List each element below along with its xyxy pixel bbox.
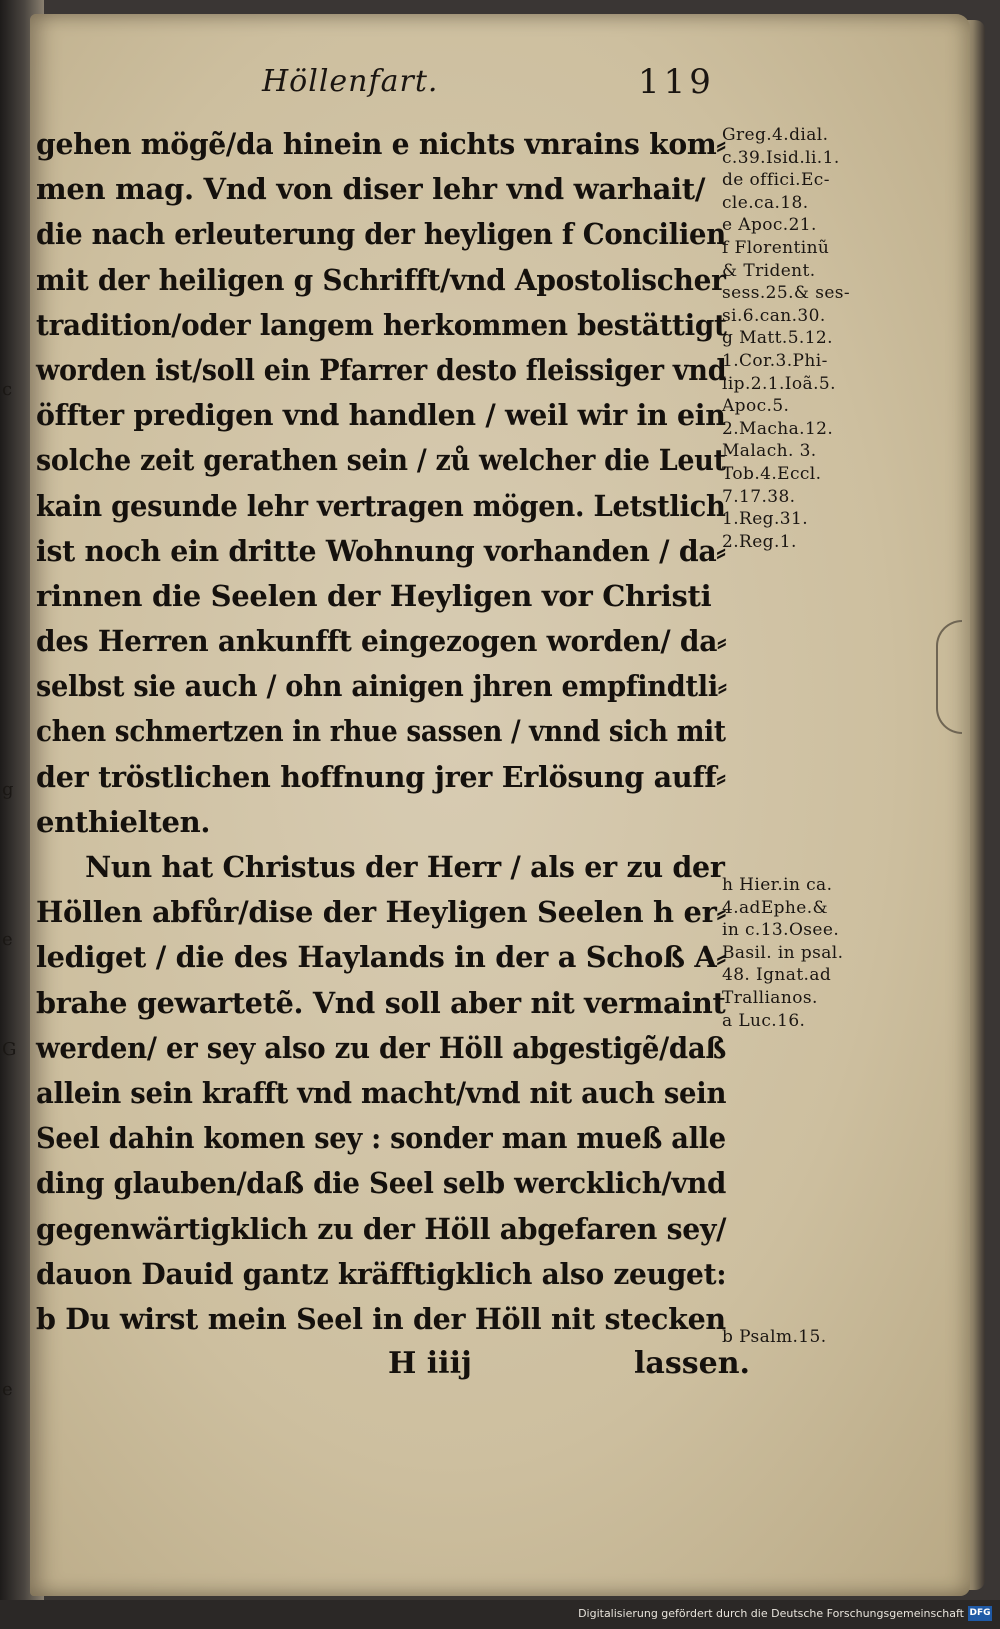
text-line: Seel dahin komen sey : sonder man mueß alle	[36, 1121, 726, 1156]
page-tab-marker	[936, 620, 962, 734]
text-line: Höllen abfůr/dise der Heyligen Seelen h er⸗	[36, 895, 726, 930]
margin-note: si.6.can.30.	[722, 305, 826, 326]
text-line: dauon Dauid gantz kräfftigklich also zeuget:	[36, 1256, 727, 1291]
text-line: kain gesunde lehr vertragen mögen. Letstlich	[36, 488, 726, 523]
margin-note: 2.Macha.12.	[722, 418, 834, 439]
text-line: lediget / die des Haylands in der a Schoß A⸗	[36, 940, 726, 975]
margin-notes-top	[722, 124, 882, 553]
text-line: gehen mögẽ/da hinein e nichts vnrains kom⸗	[36, 127, 726, 161]
margin-note: Trallianos.	[722, 987, 818, 1008]
text-line: allein sein krafft vnd macht/vnd nit auch sein	[36, 1075, 727, 1110]
margin-note: a Luc.16.	[722, 1010, 806, 1031]
page-number: 119	[638, 62, 715, 102]
text-line: mit der heiligen g Schrifft/vnd Apostolischer	[36, 262, 726, 297]
margin-note: 1.Reg.31.	[722, 509, 809, 530]
margin-note: 2.Reg.1.	[722, 531, 797, 552]
text-line: öffter predigen vnd handlen / weil wir in ein	[36, 398, 726, 433]
text-line: brahe gewartetẽ. Vnd soll aber nit vermaint	[36, 985, 726, 1020]
margin-note: Tob.4.Eccl.	[722, 463, 822, 484]
text-line: rinnen die Seelen der Heyligen vor Christi	[36, 578, 712, 613]
margin-note: h Hier.in ca.	[722, 875, 833, 895]
margin-note: Apoc.5.	[722, 396, 790, 417]
text-line: enthielten.	[36, 804, 211, 839]
text-line: gegenwärtigklich zu der Höll abgefaren sey/	[36, 1211, 727, 1246]
margin-note: in c.13.Osee.	[722, 920, 840, 941]
bleed-through-mark: e	[2, 929, 13, 950]
text-line: selbst sie auch / ohn ainigen jhren empfindtli⸗	[36, 669, 727, 704]
dfg-credit-text: Digitalisierung gefördert durch die Deutsche Forschungsgemeinschaft	[578, 1607, 964, 1620]
main-text-block	[36, 122, 726, 1342]
margin-note: cle.ca.18.	[722, 192, 809, 213]
margin-note: 1.Cor.3.Phi-	[722, 350, 828, 371]
margin-note: 7.17.38.	[722, 486, 796, 507]
margin-note: 48. Ignat.ad	[722, 965, 832, 986]
margin-note: Basil. in psal.	[722, 942, 844, 963]
text-line: chen schmertzen in rhue sassen / vnnd sich mit	[36, 714, 726, 749]
signature-line	[36, 1346, 750, 1391]
margin-notes-middle	[722, 874, 882, 1032]
catchword: lassen.	[634, 1346, 750, 1381]
margin-note: sess.25.& ses-	[722, 283, 851, 304]
margin-note: c.39.Isid.li.1.	[722, 147, 840, 168]
dfg-logo: DFG	[968, 1606, 992, 1621]
running-title: Höllenfart.	[262, 64, 439, 99]
text-line: solche zeit gerathen sein / zů welcher die Leut	[36, 443, 726, 478]
margin-note: lip.2.1.Ioã.5.	[722, 373, 836, 394]
bleed-through-mark: G	[2, 1039, 17, 1060]
text-line: worden ist/soll ein Pfarrer desto fleissiger vnd	[36, 352, 727, 387]
text-line: der tröstlichen hoffnung jrer Erlösung auff⸗	[36, 759, 726, 794]
text-line: Nun hat Christus der Herr / als er zu der	[85, 850, 725, 884]
bleed-through-mark: c	[2, 379, 13, 400]
page-header	[40, 62, 940, 108]
bleed-through-mark: g	[2, 779, 14, 800]
text-line: ist noch ein dritte Wohnung vorhanden / da⸗	[36, 533, 726, 568]
margin-notes-bottom	[722, 1326, 882, 1349]
margin-note: f Florentinũ	[722, 237, 830, 258]
margin-note: & Trident.	[722, 260, 816, 281]
margin-note: Malach. 3.	[722, 441, 817, 462]
text-line: tradition/oder langem herkommen bestättigt	[36, 307, 727, 342]
margin-note: 4.adEphe.&	[722, 897, 829, 918]
text-line: des Herren ankunfft eingezogen worden/ da⸗	[36, 624, 727, 659]
text-line: b Du wirst mein Seel in der Höll nit stecken	[36, 1301, 726, 1336]
text-line: men mag. Vnd von diser lehr vnd warhait/	[36, 172, 706, 207]
text-line: ding glauben/daß die Seel selb wercklich/vnd	[36, 1166, 727, 1201]
margin-note: b Psalm.15.	[722, 1327, 827, 1347]
digitization-footer	[0, 1600, 1000, 1629]
text-line: die nach erleuterung der heyligen f Concilien	[36, 217, 726, 252]
bleed-through-mark: e	[2, 1379, 13, 1400]
margin-note: Greg.4.dial.	[722, 125, 829, 145]
margin-note: de offici.Ec-	[722, 170, 830, 191]
text-line: werden/ er sey also zu der Höll abgestigẽ/daß	[36, 1030, 727, 1065]
margin-note: g Matt.5.12.	[722, 328, 833, 349]
signature-mark: H iiij	[388, 1346, 472, 1381]
margin-note: e Apoc.21.	[722, 215, 817, 236]
